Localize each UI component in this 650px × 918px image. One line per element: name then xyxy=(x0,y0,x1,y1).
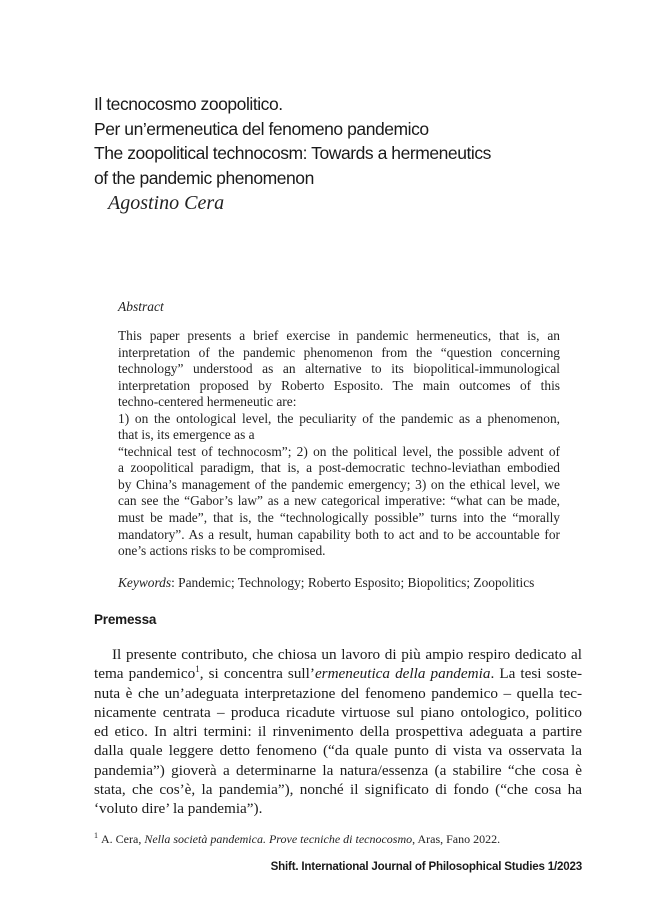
italic-phrase: ermeneutica della pandemia xyxy=(314,665,491,683)
footnote-publisher: , Aras, Fano 2022. xyxy=(412,832,501,846)
footnote-book-title: Nella società pandemica. Prove tecniche di tecnocosmo xyxy=(144,832,413,846)
abstract-text xyxy=(118,328,560,560)
article-title-line: Il tecnocosmo zoopolitico. xyxy=(94,94,283,114)
journal-footer: Shift. International Journal of Philosophical Studies 1/2023 xyxy=(270,860,582,873)
keywords xyxy=(118,575,560,591)
abstract-line: that is, its emergence as a xyxy=(118,427,255,443)
article-title-line: Per un’ermeneutica del fenomeno pandemico xyxy=(94,118,429,139)
keywords-list: : Pandemic; Technology; Roberto Esposito; Biopolitics; Zoopolitics xyxy=(171,574,535,590)
article-title-line: of the pandemic phenomenon xyxy=(94,167,314,188)
footnote-author: A. Cera, xyxy=(101,832,145,846)
body-line xyxy=(94,664,582,683)
footnote-mark: 1 xyxy=(94,831,98,840)
keywords-label: Keywords xyxy=(118,574,172,590)
section-heading: Premessa xyxy=(94,612,157,627)
author-name: Agostino Cera xyxy=(108,192,225,215)
body-line: dalla quale leggere detto fenomeno (“da quale punto di vista va osservata la xyxy=(94,742,582,760)
abstract xyxy=(118,299,560,591)
title-block xyxy=(94,92,594,215)
body-text-span: tema pandemico xyxy=(94,665,196,683)
body-line: stata, che cos’è, la pandemia”), nonché il significato di fondo (“che cosa ha xyxy=(94,781,582,799)
abstract-line: interpretation proposed by Roberto Esposito. The main outcomes of this xyxy=(118,377,560,393)
abstract-line: “technical test of technocosm”; 2) on the political level, the possible advent of xyxy=(118,443,560,459)
abstract-line: technology” understood as an alternative to its biopolitical-immunological xyxy=(118,361,560,377)
abstract-heading: Abstract xyxy=(118,299,164,314)
body-line: Il presente contributo, che chiosa un lavoro di più ampio respiro dedicato al xyxy=(112,646,582,663)
abstract-line: mandatory”. As a result, human capability both to act and to be accountable for xyxy=(118,526,560,542)
footnote xyxy=(94,832,500,847)
abstract-line: must be made”, that is, the “technologically possible” turns into the “morally xyxy=(118,510,560,526)
body-line: ‘voluto dire’ la pandemia”). xyxy=(94,800,263,818)
abstract-line: techno-centered hermeneutic are: xyxy=(118,394,297,410)
body-line: nicamente centrata – produca ricadute virtuose sul piano ontologico, politico xyxy=(94,703,582,721)
abstract-line: 1) on the ontological level, the peculiarity of the pandemic as a phenomenon, xyxy=(118,410,560,426)
body-text-span: , si concentra sull’ xyxy=(199,665,315,683)
abstract-line: one’s actions risks to be compromised. xyxy=(118,543,326,559)
body-text-span: . La tesi soste- xyxy=(490,665,583,683)
abstract-line: interpretation of the pandemic phenomenon from the “question concerning xyxy=(118,344,560,360)
abstract-line: This paper presents a brief exercise in pandemic hermeneutics, that is, an xyxy=(118,328,560,343)
body-line: nuta è che un’adeguata interpretazione del fenomeno pandemico – quella tec- xyxy=(94,684,582,702)
abstract-line: a zoopolitical paradigm, that is, a post-democratic techno-leviathan embodied xyxy=(118,460,560,476)
body-line: pandemia”) gioverà a determinarne la natura/essenza (a stabilire “che cosa è xyxy=(94,761,582,779)
abstract-line: by China’s management of the pandemic emergency; 3) on the ethical level, we xyxy=(118,476,560,492)
footnote-reference[interactable]: 1 xyxy=(195,664,200,675)
abstract-line: can see the “Gabor’s law” as a new categorical imperative: “what can be made, xyxy=(118,493,560,509)
body-paragraph xyxy=(94,645,582,819)
article-title-line: The zoopolitical technocosm: Towards a hermeneutics xyxy=(94,143,491,164)
body-line: ed etico. In altri termini: il rinvenimento della prospettiva adeguata a partire xyxy=(94,723,582,741)
